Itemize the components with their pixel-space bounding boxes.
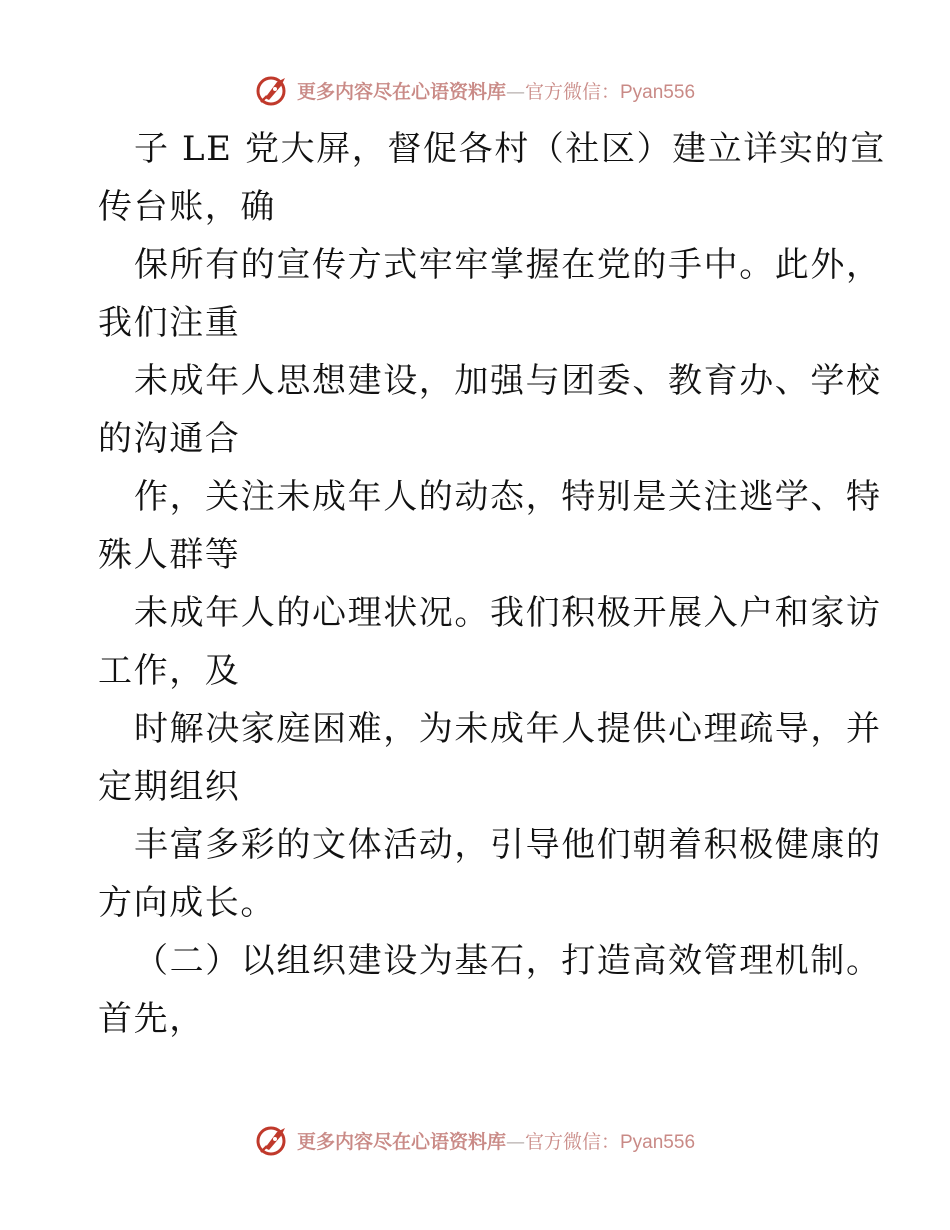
body-line: 工作，及 (98, 651, 241, 691)
body-line: 作，关注未成年人的动态，特别是关注逃学、特 (134, 477, 882, 517)
body-line: 传台账，确 (98, 187, 276, 227)
footer-wechat-text: 官方微信：Pyan556 (525, 1131, 696, 1153)
footer-banner (0, 1120, 950, 1160)
body-line: （二）以组织建设为基石，打造高效管理机制。 (134, 941, 882, 981)
body-line: 子 LE 党大屏，督促各村（社区）建立详实的宣 (134, 129, 886, 169)
document-body (98, 120, 886, 1048)
header-brand-text: 更多内容尽在心语资料库 (296, 80, 506, 103)
body-line: 未成年人思想建设，加强与团委、教育办、学校 (134, 361, 882, 401)
header-banner (0, 70, 950, 110)
body-line: 首先， (98, 999, 205, 1039)
pen-nib-circle-icon (255, 1122, 291, 1158)
header-separator: — (506, 80, 525, 103)
body-line: 未成年人的心理状况。我们积极开展入户和家访 (134, 593, 882, 633)
body-line: 保所有的宣传方式牢牢掌握在党的手中。此外， (134, 245, 882, 285)
footer-banner-text (297, 1127, 695, 1154)
body-line: 方向成长。 (98, 883, 276, 923)
header-banner-text (297, 77, 695, 104)
body-line: 我们注重 (98, 303, 241, 343)
body-line: 时解决家庭困难，为未成年人提供心理疏导，并 (134, 709, 882, 749)
footer-brand-text: 更多内容尽在心语资料库 (296, 1130, 506, 1153)
body-line: 定期组织 (98, 767, 241, 807)
body-line: 殊人群等 (98, 535, 241, 575)
header-wechat-text: 官方微信：Pyan556 (525, 81, 696, 103)
body-line: 丰富多彩的文体活动，引导他们朝着积极健康的 (134, 825, 882, 865)
body-line: 的沟通合 (98, 419, 241, 459)
footer-separator: — (506, 1130, 525, 1153)
pen-nib-circle-icon (255, 72, 291, 108)
